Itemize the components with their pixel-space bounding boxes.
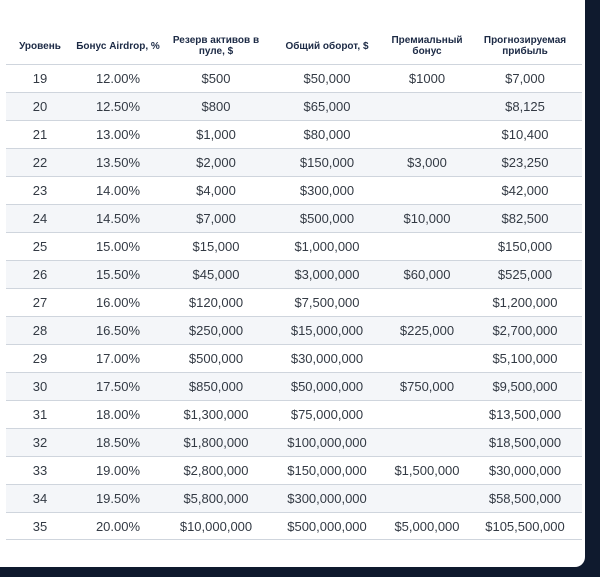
table-row xyxy=(6,232,582,260)
cell-total-turnover: $65,000 xyxy=(303,99,351,114)
cell-premium-bonus: $3,000 xyxy=(407,155,447,170)
cell-total-turnover: $300,000 xyxy=(299,183,355,198)
cell-premium-bonus xyxy=(384,429,470,456)
cell-pool-reserve: $7,000 xyxy=(196,211,236,226)
cell-pool-reserve: $850,000 xyxy=(188,379,244,394)
cell-pool-reserve: $5,800,000 xyxy=(183,491,249,506)
cell-level: 33 xyxy=(32,463,48,478)
cell-airdrop-bonus: 16.00% xyxy=(95,295,141,310)
cell-airdrop-bonus: 16.50% xyxy=(95,323,141,338)
cell-premium-bonus: $1,500,000 xyxy=(394,463,460,478)
cell-projected-profit: $525,000 xyxy=(497,267,553,282)
cell-pool-reserve: $1,800,000 xyxy=(183,435,249,450)
cell-total-turnover: $50,000 xyxy=(303,71,351,86)
cell-level: 32 xyxy=(32,435,48,450)
cell-pool-reserve: $250,000 xyxy=(188,323,244,338)
cell-level: 23 xyxy=(32,183,48,198)
header-pool-reserve: Резерв активов в пуле, $ xyxy=(172,35,260,57)
cell-projected-profit: $82,500 xyxy=(501,211,549,226)
cell-projected-profit: $23,250 xyxy=(501,155,549,170)
cell-projected-profit: $8,125 xyxy=(505,99,545,114)
cell-projected-profit: $10,400 xyxy=(501,127,549,142)
cell-total-turnover: $150,000 xyxy=(299,155,355,170)
cell-total-turnover: $1,000,000 xyxy=(294,239,360,254)
cell-total-turnover: $150,000,000 xyxy=(287,463,367,478)
cell-total-turnover: $7,500,000 xyxy=(294,295,360,310)
table-row xyxy=(6,176,582,204)
cell-airdrop-bonus: 15.50% xyxy=(95,267,141,282)
header-total-turnover: Общий оборот, $ xyxy=(285,40,369,52)
table-row xyxy=(6,148,582,176)
cell-premium-bonus: $5,000,000 xyxy=(394,519,460,534)
cell-premium-bonus xyxy=(384,401,470,428)
cell-pool-reserve: $15,000 xyxy=(192,239,240,254)
cell-projected-profit: $1,200,000 xyxy=(492,295,558,310)
cell-level: 35 xyxy=(32,519,48,534)
cell-airdrop-bonus: 17.50% xyxy=(95,379,141,394)
cell-pool-reserve: $800 xyxy=(201,99,231,114)
table-row xyxy=(6,484,582,512)
table-row xyxy=(6,316,582,344)
cell-premium-bonus: $10,000 xyxy=(403,211,451,226)
cell-level: 29 xyxy=(32,351,48,366)
cell-level: 31 xyxy=(32,407,48,422)
cell-pool-reserve: $500,000 xyxy=(188,351,244,366)
table-row xyxy=(6,92,582,120)
cell-airdrop-bonus: 12.50% xyxy=(95,99,141,114)
cell-pool-reserve: $500 xyxy=(201,71,231,86)
cell-airdrop-bonus: 15.00% xyxy=(95,239,141,254)
cell-pool-reserve: $45,000 xyxy=(192,267,240,282)
cell-airdrop-bonus: 18.00% xyxy=(95,407,141,422)
cell-total-turnover: $500,000,000 xyxy=(287,519,367,534)
cell-pool-reserve: $10,000,000 xyxy=(179,519,253,534)
table-body xyxy=(6,64,582,540)
cell-level: 27 xyxy=(32,295,48,310)
header-premium-bonus: Премиальный бонус xyxy=(391,35,463,57)
cell-projected-profit: $9,500,000 xyxy=(492,379,558,394)
table-row xyxy=(6,344,582,372)
table-row xyxy=(6,456,582,484)
cell-airdrop-bonus: 13.50% xyxy=(95,155,141,170)
cell-pool-reserve: $2,800,000 xyxy=(183,463,249,478)
cell-premium-bonus: $750,000 xyxy=(399,379,455,394)
cell-total-turnover: $75,000,000 xyxy=(290,407,364,422)
cell-airdrop-bonus: 12.00% xyxy=(95,71,141,86)
cell-level: 20 xyxy=(32,99,48,114)
cell-total-turnover: $50,000,000 xyxy=(290,379,364,394)
header-level: Уровень xyxy=(19,40,61,52)
table-row xyxy=(6,372,582,400)
cell-premium-bonus: $225,000 xyxy=(399,323,455,338)
cell-total-turnover: $80,000 xyxy=(303,127,351,142)
cell-premium-bonus xyxy=(384,485,470,512)
cell-premium-bonus: $1000 xyxy=(408,71,446,86)
cell-level: 19 xyxy=(32,71,48,86)
header-projected-profit: Прогнозируемая прибыль xyxy=(483,35,567,57)
table-row xyxy=(6,512,582,540)
cell-total-turnover: $500,000 xyxy=(299,211,355,226)
cell-pool-reserve: $120,000 xyxy=(188,295,244,310)
cell-pool-reserve: $1,000 xyxy=(196,127,236,142)
cell-airdrop-bonus: 20.00% xyxy=(95,519,141,534)
table-row xyxy=(6,260,582,288)
cell-airdrop-bonus: 19.50% xyxy=(95,491,141,506)
cell-projected-profit: $105,500,000 xyxy=(485,519,565,534)
cell-projected-profit: $58,500,000 xyxy=(488,491,562,506)
cell-total-turnover: $300,000,000 xyxy=(287,491,367,506)
table-row xyxy=(6,204,582,232)
cell-premium-bonus xyxy=(384,93,470,120)
cell-airdrop-bonus: 14.00% xyxy=(95,183,141,198)
cell-level: 30 xyxy=(32,379,48,394)
cell-projected-profit: $13,500,000 xyxy=(488,407,562,422)
cell-level: 21 xyxy=(32,127,48,142)
cell-total-turnover: $15,000,000 xyxy=(290,323,364,338)
cell-level: 26 xyxy=(32,267,48,282)
table-row xyxy=(6,428,582,456)
cell-level: 28 xyxy=(32,323,48,338)
cell-total-turnover: $30,000,000 xyxy=(290,351,364,366)
cell-premium-bonus xyxy=(384,289,470,316)
cell-pool-reserve: $4,000 xyxy=(196,183,236,198)
cell-level: 25 xyxy=(32,239,48,254)
cell-projected-profit: $18,500,000 xyxy=(488,435,562,450)
table-row xyxy=(6,120,582,148)
table-row xyxy=(6,64,582,92)
cell-airdrop-bonus: 19.00% xyxy=(95,463,141,478)
cell-level: 34 xyxy=(32,491,48,506)
cell-projected-profit: $42,000 xyxy=(501,183,549,198)
cell-pool-reserve: $1,300,000 xyxy=(183,407,249,422)
header-airdrop-bonus: Бонус Airdrop, % xyxy=(76,40,160,52)
cell-premium-bonus xyxy=(384,345,470,372)
table-header xyxy=(6,28,582,64)
cell-level: 22 xyxy=(32,155,48,170)
cell-projected-profit: $7,000 xyxy=(505,71,545,86)
cell-premium-bonus xyxy=(384,177,470,204)
cell-airdrop-bonus: 14.50% xyxy=(95,211,141,226)
table-row xyxy=(6,400,582,428)
cell-airdrop-bonus: 17.00% xyxy=(95,351,141,366)
cell-pool-reserve: $2,000 xyxy=(196,155,236,170)
cell-level: 24 xyxy=(32,211,48,226)
cell-total-turnover: $3,000,000 xyxy=(294,267,360,282)
cell-projected-profit: $150,000 xyxy=(497,239,553,254)
cell-projected-profit: $30,000,000 xyxy=(488,463,562,478)
cell-total-turnover: $100,000,000 xyxy=(287,435,367,450)
cell-premium-bonus xyxy=(384,233,470,260)
cell-projected-profit: $5,100,000 xyxy=(492,351,558,366)
cell-projected-profit: $2,700,000 xyxy=(492,323,558,338)
cell-airdrop-bonus: 13.00% xyxy=(95,127,141,142)
cell-premium-bonus: $60,000 xyxy=(403,267,451,282)
cell-airdrop-bonus: 18.50% xyxy=(95,435,141,450)
table-row xyxy=(6,288,582,316)
cell-premium-bonus xyxy=(384,121,470,148)
